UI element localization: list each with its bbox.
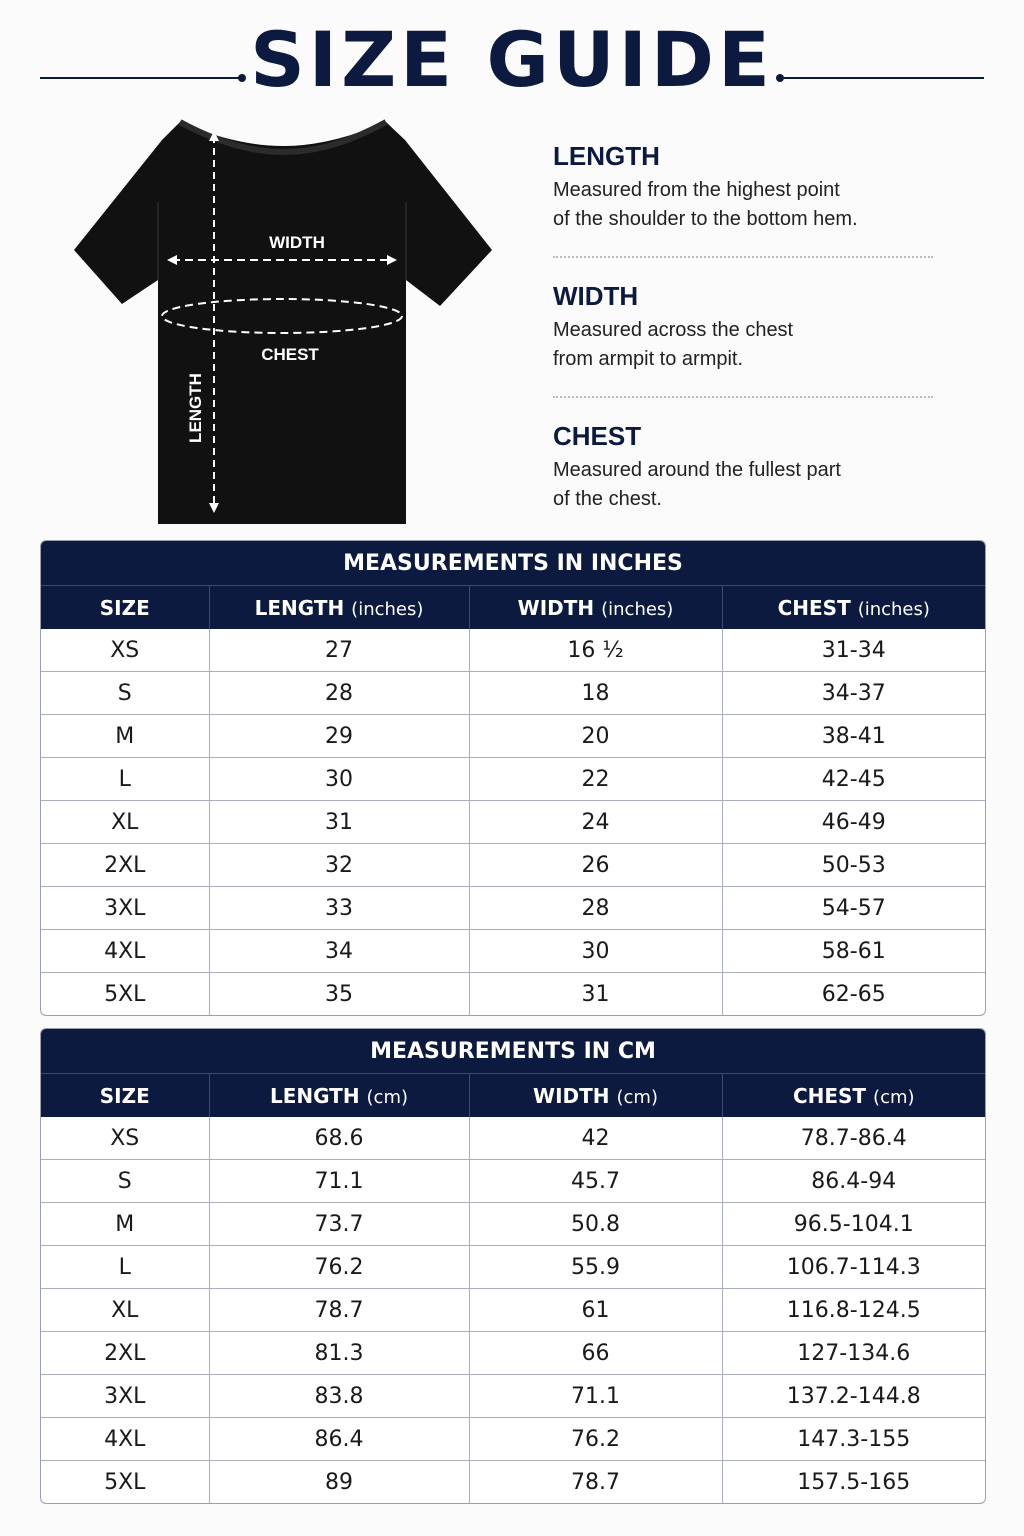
size-cell: S xyxy=(41,1160,209,1203)
title-dot-right xyxy=(776,74,784,82)
table-row xyxy=(41,1461,985,1504)
measurement-cell: 81.3 xyxy=(209,1332,469,1375)
measurement-cell: 31-34 xyxy=(821,637,886,663)
column-unit: (inches) xyxy=(601,598,674,620)
page-title: SIZE GUIDE xyxy=(250,15,774,104)
size-cell: 3XL xyxy=(41,887,209,930)
size-cell: 2XL xyxy=(41,844,209,887)
definition-line: Measured around the fullest part xyxy=(553,459,841,481)
table-header-row xyxy=(41,1074,985,1117)
definition-title: LENGTH xyxy=(553,141,660,171)
measurement-cell: 89 xyxy=(209,1461,469,1504)
measurement-cell: 54-57 xyxy=(722,887,985,930)
definition-chest xyxy=(553,420,943,514)
measurement-cell: 78.7-86.4 xyxy=(800,1125,907,1151)
measurement-cell: 137.2-144.8 xyxy=(722,1375,985,1418)
column-unit: (inches) xyxy=(351,598,424,620)
table-header-row xyxy=(41,586,985,629)
measurement-cell: 86.4 xyxy=(209,1418,469,1461)
measurement-cell: 78.7 xyxy=(209,1289,469,1332)
column-name: LENGTH xyxy=(254,595,345,620)
table-row xyxy=(41,973,985,1016)
column-header xyxy=(41,586,209,629)
table-row xyxy=(41,1289,985,1332)
definition-width xyxy=(553,280,943,374)
measurement-cell: 33 xyxy=(209,887,469,930)
table-row xyxy=(41,715,985,758)
measurement-cell: 58-61 xyxy=(722,930,985,973)
measurement-cell: 76.2 xyxy=(209,1246,469,1289)
definition-length xyxy=(553,140,943,234)
tshirt-diagram xyxy=(60,110,510,530)
size-cell: XL xyxy=(41,1289,209,1332)
measurement-cell: 86.4-94 xyxy=(722,1160,985,1203)
size-cell: M xyxy=(41,715,209,758)
measurement-cell: 35 xyxy=(209,973,469,1016)
measurement-cell: 61 xyxy=(469,1289,722,1332)
dotted-divider xyxy=(553,256,933,258)
column-unit: (cm) xyxy=(873,1086,915,1108)
tshirt-body xyxy=(74,122,492,524)
table-body xyxy=(41,629,985,1015)
measurement-cell: 50.8 xyxy=(469,1203,722,1246)
length-label: LENGTH xyxy=(186,373,205,443)
measurement-cell: 38-41 xyxy=(722,715,985,758)
definition-line: from armpit to armpit. xyxy=(553,348,744,370)
measurement-cell: 50-53 xyxy=(722,844,985,887)
measurement-cell: 78.7 xyxy=(469,1461,722,1504)
table-row xyxy=(41,758,985,801)
column-header xyxy=(41,1074,209,1117)
dotted-divider xyxy=(553,396,933,398)
column-name: CHEST xyxy=(777,595,851,620)
size-cell: L xyxy=(41,758,209,801)
table-row xyxy=(41,672,985,715)
measurement-cell: 127-134.6 xyxy=(722,1332,985,1375)
measurement-cell: 29 xyxy=(209,715,469,758)
measurement-cell: 31 xyxy=(209,801,469,844)
table-row xyxy=(41,1117,985,1160)
table-row xyxy=(41,1375,985,1418)
measurement-cell: 71.1 xyxy=(209,1160,469,1203)
measurement-cell: 83.8 xyxy=(209,1375,469,1418)
size-cell: 5XL xyxy=(41,1461,209,1504)
definition-line: of the shoulder to the bottom hem. xyxy=(553,208,858,230)
measurement-cell: 147.3-155 xyxy=(722,1418,985,1461)
size-cell: 4XL xyxy=(41,930,209,973)
column-unit: (cm) xyxy=(616,1086,658,1108)
measurement-cell: 116.8-124.5 xyxy=(722,1289,985,1332)
measurement-cell: 42 xyxy=(469,1117,722,1160)
size-cell: 4XL xyxy=(41,1418,209,1461)
title-rule-right xyxy=(784,77,984,79)
column-header xyxy=(209,1074,469,1117)
measurement-cell: 18 xyxy=(469,672,722,715)
table-row xyxy=(41,1160,985,1203)
column-name: WIDTH xyxy=(533,1083,610,1108)
size-cell: M xyxy=(41,1203,209,1246)
column-unit: (inches) xyxy=(857,598,930,620)
table-band-title: MEASUREMENTS IN CM xyxy=(41,1029,985,1074)
measurement-cell: 71.1 xyxy=(469,1375,722,1418)
chest-label: CHEST xyxy=(261,345,319,364)
definition-line: Measured across the chest xyxy=(553,319,794,341)
measurement-cell: 68.6 xyxy=(209,1117,469,1160)
measurement-cell: 28 xyxy=(469,887,722,930)
definition-title: WIDTH xyxy=(553,281,639,311)
column-header xyxy=(722,1074,985,1117)
measurement-cell: 55.9 xyxy=(469,1246,722,1289)
table-row xyxy=(41,1418,985,1461)
measurement-cell: 28 xyxy=(209,672,469,715)
measurement-cell: 30 xyxy=(209,758,469,801)
column-unit: (cm) xyxy=(366,1086,409,1108)
table-row xyxy=(41,844,985,887)
table-row xyxy=(41,930,985,973)
table-row xyxy=(41,801,985,844)
column-name: SIZE xyxy=(99,595,150,620)
column-name: CHEST xyxy=(792,1083,867,1108)
column-header xyxy=(469,586,722,629)
measurement-cell: 46-49 xyxy=(722,801,985,844)
measurement-cell: 16 ½ xyxy=(469,629,722,672)
size-cell: XS xyxy=(41,1117,209,1160)
measurement-cell: 96.5-104.1 xyxy=(722,1203,985,1246)
size-cell: 5XL xyxy=(41,973,209,1016)
measurement-cell: 34-37 xyxy=(722,672,985,715)
measurement-cell: 26 xyxy=(469,844,722,887)
measurement-cell: 106.7-114.3 xyxy=(722,1246,985,1289)
page-header xyxy=(0,0,1024,120)
column-header xyxy=(469,1074,722,1117)
measurement-cell: 24 xyxy=(469,801,722,844)
measurement-cell: 31 xyxy=(469,973,722,1016)
column-name: SIZE xyxy=(99,1083,150,1108)
measurement-cell: 27 xyxy=(209,629,469,672)
table-band-title: MEASUREMENTS IN INCHES xyxy=(41,541,985,586)
size-table xyxy=(41,586,985,1015)
column-header xyxy=(722,586,985,629)
column-name: WIDTH xyxy=(517,595,595,620)
size-cell: XS xyxy=(41,629,209,672)
measurement-cell: 32 xyxy=(209,844,469,887)
measurement-cell: 62-65 xyxy=(722,973,985,1016)
width-label: WIDTH xyxy=(269,233,325,252)
measurement-cell: 20 xyxy=(469,715,722,758)
table-row xyxy=(41,887,985,930)
measurement-cell: 157.5-165 xyxy=(722,1461,985,1504)
measurement-cell: 34 xyxy=(209,930,469,973)
definition-title: CHEST xyxy=(553,421,642,451)
column-header xyxy=(209,586,469,629)
measurement-cell: 42-45 xyxy=(722,758,985,801)
definition-line: Measured from the highest point xyxy=(553,179,840,201)
column-name: LENGTH xyxy=(269,1083,360,1108)
size-table xyxy=(41,1074,985,1503)
measurement-cell: 45.7 xyxy=(469,1160,722,1203)
measurement-cell: 76.2 xyxy=(469,1418,722,1461)
size-cell: S xyxy=(41,672,209,715)
tshirt-illustration xyxy=(60,110,510,530)
measurement-cell: 66 xyxy=(469,1332,722,1375)
measurement-definitions xyxy=(553,140,943,514)
size-cell: XL xyxy=(41,801,209,844)
cm-size-table xyxy=(40,1028,986,1504)
table-body xyxy=(41,1117,985,1503)
measurement-cell: 73.7 xyxy=(209,1203,469,1246)
table-row xyxy=(41,1332,985,1375)
size-cell: 2XL xyxy=(41,1332,209,1375)
inches-size-table xyxy=(40,540,986,1016)
table-row xyxy=(41,629,985,672)
size-cell: 3XL xyxy=(41,1375,209,1418)
definition-line: of the chest. xyxy=(553,488,662,510)
size-cell: L xyxy=(41,1246,209,1289)
table-row xyxy=(41,1246,985,1289)
table-row xyxy=(41,1203,985,1246)
measurement-cell: 22 xyxy=(469,758,722,801)
measurement-cell: 30 xyxy=(469,930,722,973)
